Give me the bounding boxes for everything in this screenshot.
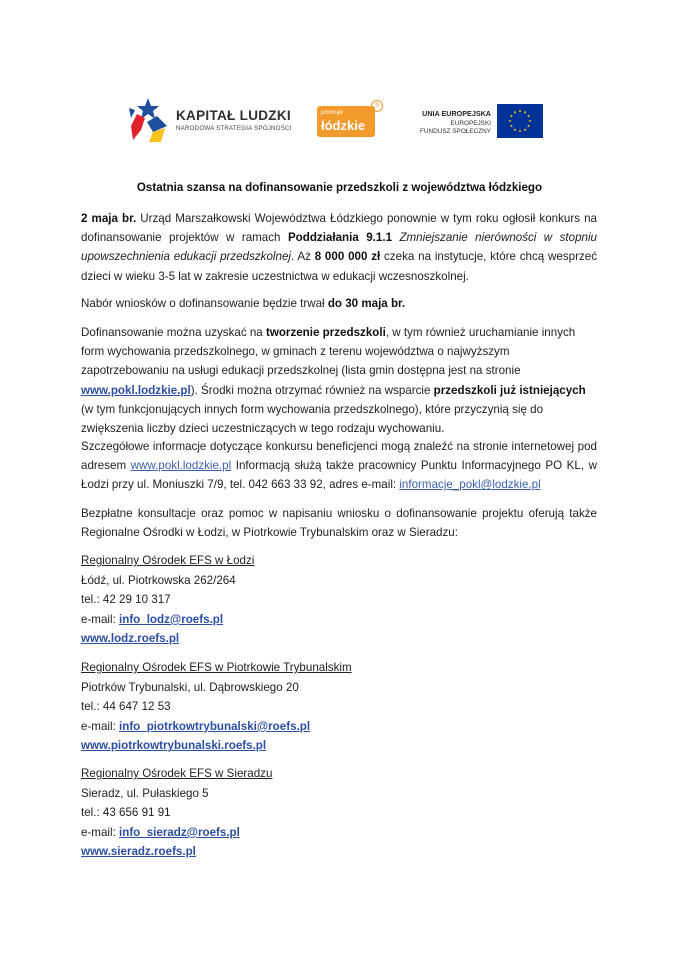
funding-text-2: , w tym również uruchamianie innych form wychowania przedszkolnego, w gminach z terenu województwa o najwyższym zapotrzebowaniu na usługi edukacji przedszkolnej (lista gmin dostępna jest na stronie xyxy=(81,326,576,378)
office-address: Łódź, ul. Piotrkowska 262/264 xyxy=(81,573,236,587)
paragraph-funding xyxy=(81,323,597,438)
office-www-link[interactable]: www.sieradz.roefs.pl xyxy=(81,845,196,859)
funding-text-4: (w tym funkcjonujących innych form wychowania przedszkolnego), które przyczynią się do zwiększenia liczby dzieci uczestniczących w tego rodzaju wychowaniu. xyxy=(81,402,544,436)
eu-line-1: UNIA EUROPEJSKA xyxy=(422,109,491,118)
pokl-link[interactable]: www.pokl.lodzkie.pl xyxy=(81,383,191,397)
eu-logo-text xyxy=(413,109,491,135)
office-email-row xyxy=(81,823,272,843)
paragraph-info xyxy=(81,437,597,495)
pokl-link-2[interactable]: www.pokl.lodzkie.pl xyxy=(130,459,232,473)
intro-measure-name: Zmniejszanie nierówności w stopniu upowszechnienia edukacji przedszkolnej xyxy=(81,231,597,264)
kapital-ludzki-star-icon xyxy=(127,96,173,144)
office-email-link[interactable]: info_lodz@roefs.pl xyxy=(119,612,224,626)
kapital-ludzki-subtitle: NARODOWA STRATEGIA SPÓJNOŚCI xyxy=(176,125,292,132)
office-email-label: e-mail: xyxy=(81,612,120,626)
office-name: Regionalny Ośrodek EFS w Sieradzu xyxy=(81,767,273,780)
funding-bold-2: przedszkoli już istniejących xyxy=(433,383,586,397)
office-address: Piotrków Trybunalski, ul. Dąbrowskiego 20 xyxy=(81,680,299,694)
kapital-ludzki-title: KAPITAŁ LUDZKI xyxy=(176,108,291,123)
funding-text-1: Dofinansowanie można uzyskać na xyxy=(81,326,266,339)
eu-line-2: EUROPEJSKI xyxy=(450,120,491,127)
intro-text-1: Urząd Marszałkowski Województwa Łódzkiego ponownie w tym roku ogłosił konkurs na dofinansowanie projektów w ramach xyxy=(81,212,597,245)
office-www-row xyxy=(81,736,352,756)
info-text-1: Szczegółowe informacje dotyczące konkursu beneficjenci mogą znaleźć na stronie internetowej pod adresem xyxy=(81,440,597,473)
intro-amount: 8 000 000 zł xyxy=(314,250,381,264)
office-email-label: e-mail: xyxy=(81,719,120,733)
eu-line-3: FUNDUSZ SPOŁECZNY xyxy=(419,128,491,135)
office-block-lodz xyxy=(81,551,254,649)
eu-flag-icon xyxy=(497,104,543,138)
office-email-row xyxy=(81,610,254,630)
office-www-link[interactable]: www.piotrkowtrybunalski.roefs.pl xyxy=(81,739,267,753)
lodzkie-logo-big: łódzkie xyxy=(321,118,366,133)
intro-text-3: czeka na instytucje, które chcą wesprzeć dzieci w wieku 3-5 lat w zakresie uczestnictwa w edukacji wczesnoszkolnej. xyxy=(81,250,598,283)
deadline-text: Nabór wniosków o dofinansowanie będzie trwał xyxy=(81,297,328,310)
office-email-row xyxy=(81,717,352,737)
office-block-sieradz xyxy=(81,764,272,862)
paragraph-deadline xyxy=(81,294,597,313)
lodzkie-logo-small: promuje xyxy=(321,110,343,116)
paragraph-intro xyxy=(81,209,597,286)
info-email-link[interactable]: informacje_pokl@lodzkie.pl xyxy=(399,478,541,492)
office-email-link[interactable]: info_piotrkowtrybunalski@roefs.pl xyxy=(119,719,311,733)
kapital-ludzki-logo xyxy=(127,96,292,144)
document-title: Ostatnia szansa na dofinansowanie przedszkoli z województwa łódzkiego xyxy=(136,181,543,194)
office-address: Sieradz, ul. Pułaskiego 5 xyxy=(81,786,209,800)
info-text-2: Informacją służą także pracownicy Punktu Informacyjnego PO KL, w Łodzi przy ul. Moniuszki 7/9, tel. 042 663 33 92, adres e-mail: xyxy=(81,459,597,492)
deadline-date: do 30 maja br. xyxy=(327,297,406,310)
intro-date: 2 maja br. xyxy=(81,212,137,225)
intro-text-2: . Aż xyxy=(290,250,315,264)
office-phone: tel.: 42 29 10 317 xyxy=(81,593,171,607)
office-phone: tel.: 43 656 91 91 xyxy=(81,806,171,820)
office-www-row xyxy=(81,629,254,649)
office-email-label: e-mail: xyxy=(81,825,120,839)
lodzkie-logo-box xyxy=(317,106,375,137)
office-name: Regionalny Ośrodek EFS w Łodzi xyxy=(81,554,255,567)
funding-bold-1: tworzenie przedszkoli xyxy=(265,326,386,339)
office-www-row xyxy=(81,842,272,862)
paragraph-consultations: Bezpłatne konsultacje oraz pomoc w napisaniu wniosku o dofinansowanie projektu oferują także Regionalne Ośrodki w Łodzi, w Piotrkowie Trybunalskim oraz w Sieradzu: xyxy=(81,507,597,540)
funding-text-3: ). Środki można otrzymać również na wsparcie xyxy=(190,383,434,397)
office-email-link[interactable]: info_sieradz@roefs.pl xyxy=(119,825,240,839)
office-phone: tel.: 44 647 12 53 xyxy=(81,700,171,714)
lodzkie-logo xyxy=(317,100,385,140)
registered-icon: ® xyxy=(371,100,383,112)
intro-measure: Poddziałania 9.1.1 xyxy=(287,231,393,245)
office-name: Regionalny Ośrodek EFS w Piotrkowie Trybunalskim xyxy=(81,661,352,674)
office-block-piotrkow xyxy=(81,658,352,756)
office-www-link[interactable]: www.lodz.roefs.pl xyxy=(81,632,180,646)
